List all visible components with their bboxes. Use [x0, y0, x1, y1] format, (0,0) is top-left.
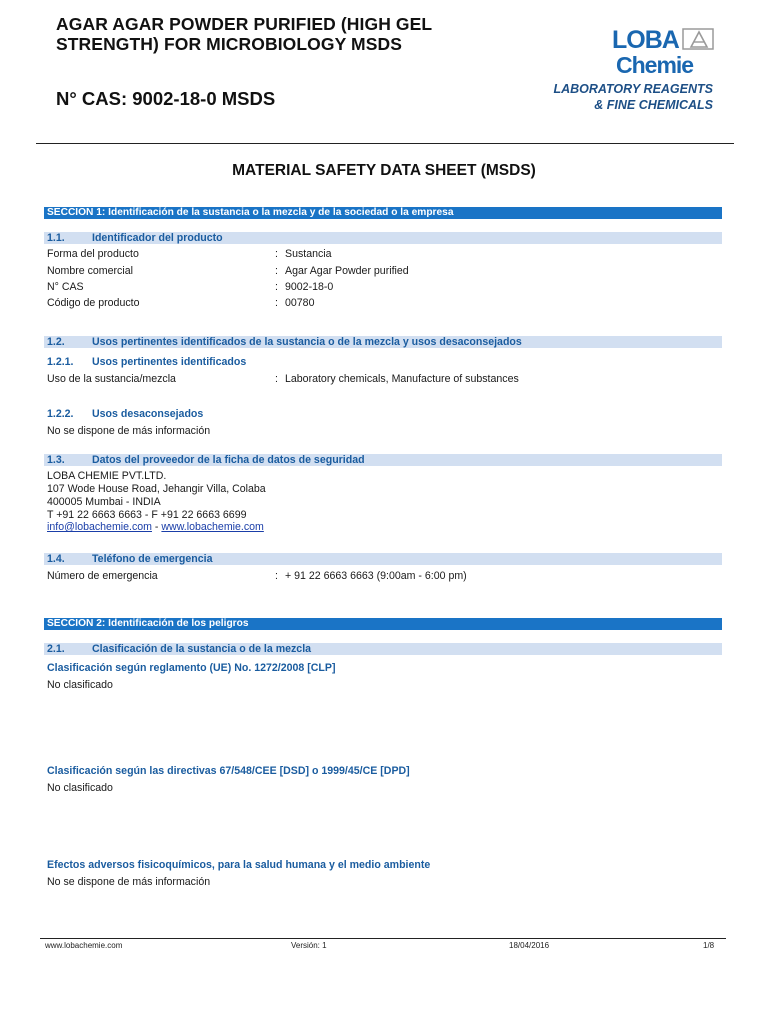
subsection-number: 2.1.	[47, 643, 65, 655]
supplier-contact-links	[47, 521, 264, 533]
footer-website: www.lobachemie.com	[45, 941, 123, 950]
adverse-effects-text: No se dispone de más información	[47, 876, 211, 888]
section-2-header: SECCION 2: Identificación de los peligros	[44, 618, 722, 630]
field-value: Agar Agar Powder purified	[285, 265, 409, 277]
subsection-title: Usos desaconsejados	[92, 408, 204, 420]
subsection-title: Usos pertinentes identificados	[92, 356, 247, 368]
subsection-title: Usos pertinentes identificados de la sustancia o de la mezcla y usos desaconsejados	[92, 336, 522, 348]
paragraph-text: No se dispone de más información	[47, 425, 211, 437]
website-link[interactable]: www.lobachemie.com	[161, 521, 264, 533]
loba-chemie-logo	[612, 28, 716, 78]
link-separator: -	[151, 521, 162, 533]
cas-title: N° CAS: 9002-18-0 MSDS	[56, 88, 276, 109]
dsd-classification-text: No clasificado	[47, 782, 113, 794]
field-value: + 91 22 6663 6663 (9:00am - 6:00 pm)	[285, 570, 467, 582]
supplier-address: 107 Wode House Road, Jehangir Villa, Colaba	[47, 483, 266, 495]
clp-classification-text: No clasificado	[47, 679, 113, 691]
subsection-number: 1.4.	[47, 553, 65, 565]
field-value: 00780	[285, 297, 315, 309]
field-label: N° CAS	[47, 281, 84, 293]
logo-tagline	[520, 82, 713, 113]
field-colon: :	[275, 297, 278, 309]
subsection-title: Clasificación de la sustancia o de la mezcla	[92, 643, 312, 655]
subsection-number: 1.1.	[47, 232, 65, 244]
field-value: Sustancia	[285, 248, 332, 260]
field-label: Forma del producto	[47, 248, 139, 260]
field-colon: :	[275, 248, 278, 260]
sheet-title: MATERIAL SAFETY DATA SHEET (MSDS)	[232, 162, 536, 179]
field-value: 9002-18-0	[285, 281, 334, 293]
subsection-1-3-header	[44, 454, 722, 466]
subsection-1-2-header	[44, 336, 722, 348]
footer-date: 18/04/2016	[509, 941, 550, 950]
supplier-name: LOBA CHEMIE PVT.LTD.	[47, 470, 167, 482]
logo-word-chemie: Chemie	[616, 52, 694, 78]
subsection-1-4-header	[44, 553, 722, 565]
subsection-title: Teléfono de emergencia	[92, 553, 213, 565]
subsection-number: 1.2.1.	[47, 356, 74, 368]
supplier-city: 400005 Mumbai - INDIA	[47, 496, 161, 508]
field-label: Uso de la sustancia/mezcla	[47, 373, 176, 385]
subsection-1-2-2-header	[47, 408, 203, 420]
tagline-line-2: & FINE CHEMICALS	[594, 97, 713, 112]
subsection-number: 1.2.2.	[47, 408, 74, 420]
field-label: Número de emergencia	[47, 570, 158, 582]
field-colon: :	[275, 373, 278, 385]
footer-version: Versión: 1	[291, 941, 327, 950]
tagline-line-1: LABORATORY REAGENTS	[553, 82, 713, 96]
section-1-header: SECCION 1: Identificación de la sustancia o la mezcla y de la sociedad o la empresa	[44, 207, 722, 219]
email-link[interactable]: info@lobachemie.com	[47, 521, 152, 533]
subsection-number: 1.2.	[47, 336, 65, 348]
subsection-1-2-1-header	[47, 356, 246, 368]
clp-classification-heading: Clasificación según reglamento (UE) No. 1272/2008 [CLP]	[47, 662, 336, 674]
supplier-phone-fax: T +91 22 6663 6663 - F +91 22 6663 6699	[47, 509, 247, 521]
document-title: AGAR AGAR POWDER PURIFIED (HIGH GEL STRENGTH) FOR MICROBIOLOGY MSDS	[56, 14, 432, 54]
subsection-number: 1.3.	[47, 454, 65, 466]
field-colon: :	[275, 265, 278, 277]
field-label: Nombre comercial	[47, 265, 133, 277]
field-colon: :	[275, 570, 278, 582]
logo-word-loba: LOBA	[612, 26, 679, 54]
field-colon: :	[275, 281, 278, 293]
subsection-title: Identificador del producto	[92, 232, 223, 244]
adverse-effects-heading: Efectos adversos fisicoquímicos, para la salud humana y el medio ambiente	[47, 859, 431, 871]
field-value: Laboratory chemicals, Manufacture of substances	[285, 373, 519, 385]
footer-page-number: 1/8	[703, 941, 715, 950]
subsection-1-1-header	[44, 232, 722, 244]
field-label: Código de producto	[47, 297, 140, 309]
subsection-2-1-header	[44, 643, 722, 655]
dsd-classification-heading: Clasificación según las directivas 67/548/CEE [DSD] o 1999/45/CE [DPD]	[47, 765, 410, 777]
flask-mark-icon	[682, 28, 714, 50]
footer-divider	[40, 938, 726, 939]
subsection-title: Datos del proveedor de la ficha de datos de seguridad	[92, 454, 365, 466]
header-divider	[36, 143, 734, 144]
